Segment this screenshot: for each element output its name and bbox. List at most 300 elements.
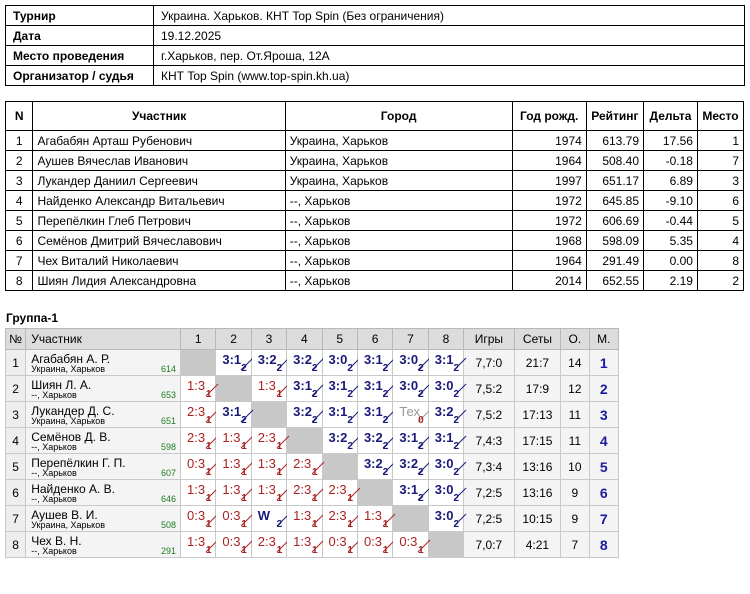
participant-rating: 508.40 (586, 151, 643, 171)
group-header-col-1: 1 (180, 329, 215, 350)
match-result-cell (180, 376, 215, 402)
group-place: 8 (589, 532, 618, 558)
match-result-cell (393, 454, 428, 480)
match-score: 1:3 (257, 378, 276, 393)
info-row (6, 46, 745, 66)
match-result-cell (393, 402, 428, 428)
match-points: 1 (241, 493, 247, 504)
group-player-city: Украина, Харьков (31, 520, 106, 530)
group-games: 7,7:0 (464, 350, 515, 376)
match-score: Тех (399, 404, 420, 419)
match-points: 1 (418, 545, 424, 556)
match-score: 3:2 (434, 404, 454, 419)
info-row (6, 66, 745, 86)
match-score: 2:3 (257, 430, 276, 445)
match-points: 1 (241, 441, 247, 452)
group-player-name: Перепёлкин Г. П. (31, 456, 126, 470)
match-result-cell (216, 350, 251, 376)
match-score: 1:3 (257, 456, 276, 471)
group-diagonal-cell (287, 428, 322, 454)
group-player-rating: 598 (160, 442, 176, 452)
match-result-cell (393, 376, 428, 402)
match-score: 3:2 (399, 456, 419, 471)
match-score: 3:1 (399, 430, 419, 445)
match-points: 1 (205, 389, 212, 400)
match-points: 2 (347, 363, 353, 374)
match-score: 1:3 (293, 534, 312, 549)
match-score: 1:3 (222, 482, 241, 497)
match-score: 3:0 (399, 378, 419, 393)
match-score: 0:3 (222, 534, 241, 549)
match-points: 2 (241, 415, 247, 426)
match-score: 1:3 (257, 482, 276, 497)
match-points: 2 (276, 363, 283, 374)
match-score: 3:0 (434, 482, 454, 497)
group-place: 6 (589, 480, 618, 506)
participant-row (6, 251, 744, 271)
match-points: 1 (382, 519, 389, 530)
participant-place: 7 (697, 151, 743, 171)
group-player-cell (26, 506, 181, 532)
group-place: 4 (589, 428, 618, 454)
match-score: 3:2 (363, 456, 383, 471)
participant-place: 5 (697, 211, 743, 231)
match-points: 2 (311, 363, 318, 374)
group-title: Группа-1 (6, 311, 59, 325)
match-result-cell (216, 428, 251, 454)
match-score: 0:3 (186, 456, 206, 471)
match-result-cell (357, 532, 392, 558)
match-score: 3:1 (328, 404, 348, 419)
group-place: 5 (589, 454, 618, 480)
group-player-rating: 291 (160, 546, 176, 556)
group-place: 2 (589, 376, 618, 402)
match-result-cell (357, 454, 392, 480)
match-score: 1:3 (222, 456, 241, 471)
participant-n: 1 (6, 131, 33, 151)
match-score: 2:3 (293, 482, 312, 497)
participant-row (6, 211, 744, 231)
participant-year: 1974 (512, 131, 586, 151)
match-result-cell (251, 376, 286, 402)
group-row-number: 4 (6, 428, 26, 454)
match-score: 2:3 (257, 534, 276, 549)
group-diagonal-cell (322, 454, 357, 480)
match-result-cell (393, 480, 428, 506)
participant-name: Лукандер Даниил Сергеевич (33, 171, 285, 191)
match-result-cell (322, 350, 357, 376)
match-points: 2 (382, 467, 389, 478)
group-results-table (5, 328, 619, 558)
header-place: Место (697, 102, 743, 131)
match-points: 1 (276, 389, 283, 400)
match-result-cell (216, 402, 251, 428)
match-points: 2 (311, 415, 318, 426)
match-points: 2 (382, 363, 389, 374)
match-result-cell (287, 506, 322, 532)
match-points: 1 (311, 467, 318, 478)
group-header-points: О. (561, 329, 589, 350)
participant-n: 2 (6, 151, 33, 171)
match-score: 3:0 (399, 352, 419, 367)
match-result-cell (428, 428, 463, 454)
match-points: 2 (311, 389, 318, 400)
match-result-cell (322, 506, 357, 532)
participant-city: --, Харьков (285, 211, 512, 231)
group-row (6, 506, 619, 532)
match-points: 2 (453, 467, 460, 478)
group-header-row (6, 329, 619, 350)
match-result-cell (357, 402, 392, 428)
participant-row (6, 151, 744, 171)
participant-city: Украина, Харьков (285, 171, 512, 191)
match-result-cell (251, 506, 286, 532)
group-header-place: М. (589, 329, 618, 350)
group-diagonal-cell (216, 376, 251, 402)
group-player-city: --, Харьков (31, 494, 77, 504)
group-player-rating: 614 (160, 364, 176, 374)
participant-rating: 645.85 (586, 191, 643, 211)
participant-delta: -0.44 (644, 211, 698, 231)
group-games: 7,3:4 (464, 454, 515, 480)
match-score: 3:1 (328, 378, 348, 393)
group-player-cell (26, 428, 181, 454)
participant-place: 1 (697, 131, 743, 151)
info-row (6, 6, 745, 26)
match-result-cell (287, 376, 322, 402)
group-player-name: Аушев В. И. (31, 508, 98, 522)
group-place: 1 (589, 350, 618, 376)
match-result-cell (251, 350, 286, 376)
match-score: 2:3 (328, 508, 347, 523)
match-score: 3:1 (399, 482, 419, 497)
match-points: 2 (453, 493, 460, 504)
match-score: 1:3 (186, 534, 206, 549)
match-result-cell (322, 480, 357, 506)
group-place: 3 (589, 402, 618, 428)
match-score: 3:0 (328, 352, 348, 367)
match-score: 3:0 (434, 508, 454, 523)
participant-name: Чех Виталий Николаевич (33, 251, 285, 271)
participant-place: 4 (697, 231, 743, 251)
group-player-cell (26, 376, 181, 402)
group-sets: 21:7 (514, 350, 561, 376)
participant-year: 1972 (512, 191, 586, 211)
match-result-cell (393, 428, 428, 454)
match-points: 2 (418, 493, 424, 504)
group-player-rating: 607 (160, 468, 176, 478)
match-score: 3:1 (222, 352, 242, 367)
match-points: 1 (205, 415, 212, 426)
participant-row (6, 271, 744, 291)
match-result-cell (357, 350, 392, 376)
participants-table (5, 101, 744, 291)
group-row-number: 7 (6, 506, 26, 532)
match-score: 2:3 (186, 404, 206, 419)
participant-place: 2 (697, 271, 743, 291)
match-result-cell (428, 402, 463, 428)
participant-n: 3 (6, 171, 33, 191)
group-row (6, 350, 619, 376)
match-result-cell (287, 402, 322, 428)
participant-place: 8 (697, 251, 743, 271)
match-points: 1 (205, 493, 212, 504)
group-sets: 4:21 (514, 532, 561, 558)
group-points: 11 (561, 428, 589, 454)
group-player-name: Найденко А. В. (31, 482, 115, 496)
match-points: 1 (205, 519, 212, 530)
info-label: Место проведения (6, 46, 154, 66)
group-header-player: Участник (26, 329, 181, 350)
participant-city: Украина, Харьков (285, 151, 512, 171)
participant-rating: 613.79 (586, 131, 643, 151)
match-score: 1:3 (186, 482, 206, 497)
match-points: 1 (382, 545, 389, 556)
match-score: 0:3 (363, 534, 383, 549)
group-sets: 17:9 (514, 376, 561, 402)
match-points: 1 (205, 467, 212, 478)
match-result-cell (180, 506, 215, 532)
match-points: 2 (418, 467, 424, 478)
group-player-rating: 651 (160, 416, 176, 426)
match-score: 1:3 (186, 378, 206, 393)
group-sets: 13:16 (514, 480, 561, 506)
match-points: 1 (205, 441, 212, 452)
match-result-cell (287, 480, 322, 506)
participant-row (6, 171, 744, 191)
group-player-cell (26, 454, 181, 480)
header-n: N (6, 102, 33, 131)
participant-place: 3 (697, 171, 743, 191)
match-result-cell (216, 454, 251, 480)
match-score: 0:3 (186, 508, 206, 523)
group-points: 9 (561, 480, 589, 506)
match-points: 2 (382, 415, 389, 426)
match-points: 2 (418, 363, 424, 374)
match-score: 3:1 (363, 404, 383, 419)
group-row-number: 3 (6, 402, 26, 428)
match-score: 3:1 (363, 378, 383, 393)
match-score: 2:3 (328, 482, 347, 497)
match-points: 1 (347, 519, 353, 530)
group-header-games: Игры (464, 329, 515, 350)
match-score: 3:2 (328, 430, 348, 445)
participant-n: 5 (6, 211, 33, 231)
participant-name: Аушев Вячеслав Иванович (33, 151, 285, 171)
group-diagonal-cell (180, 350, 215, 376)
participant-row (6, 191, 744, 211)
match-points: 2 (347, 415, 353, 426)
match-score: 2:3 (293, 456, 312, 471)
group-player-cell (26, 350, 181, 376)
header-year: Год рожд. (512, 102, 586, 131)
participant-rating: 606.69 (586, 211, 643, 231)
match-result-cell (180, 454, 215, 480)
group-sets: 17:15 (514, 428, 561, 454)
match-score: 3:2 (293, 404, 312, 419)
info-value: КНТ Top Spin (www.top-spin.kh.ua) (154, 66, 745, 86)
match-result-cell (357, 428, 392, 454)
participant-city: --, Харьков (285, 231, 512, 251)
match-points: 2 (453, 389, 460, 400)
participant-name: Найденко Александр Витальевич (33, 191, 285, 211)
match-result-cell (357, 506, 392, 532)
group-sets: 17:13 (514, 402, 561, 428)
group-header-col-5: 5 (322, 329, 357, 350)
group-header-col-2: 2 (216, 329, 251, 350)
group-place: 7 (589, 506, 618, 532)
group-row (6, 480, 619, 506)
group-games: 7,2:5 (464, 480, 515, 506)
match-points: 2 (453, 441, 460, 452)
group-player-name: Шиян Л. А. (31, 378, 92, 392)
match-score: 3:1 (363, 352, 383, 367)
match-points: 2 (276, 519, 283, 530)
participant-delta: -9.10 (644, 191, 698, 211)
info-row (6, 26, 745, 46)
group-row-number: 5 (6, 454, 26, 480)
match-score: 3:2 (363, 430, 383, 445)
match-points: 2 (382, 389, 389, 400)
group-header-col-6: 6 (357, 329, 392, 350)
participant-delta: 6.89 (644, 171, 698, 191)
group-row (6, 376, 619, 402)
group-player-name: Агабабян А. Р. (31, 352, 111, 366)
participant-n: 6 (6, 231, 33, 251)
group-player-city: --, Харьков (31, 390, 77, 400)
participant-place: 6 (697, 191, 743, 211)
info-label: Организатор / судья (6, 66, 154, 86)
participant-city: Украина, Харьков (285, 131, 512, 151)
group-points: 11 (561, 402, 589, 428)
participant-name: Шиян Лидия Александровна (33, 271, 285, 291)
group-games: 7,0:7 (464, 532, 515, 558)
info-value: г.Харьков, пер. От.Яроша, 12А (154, 46, 745, 66)
participant-delta: 0.00 (644, 251, 698, 271)
participant-rating: 652.55 (586, 271, 643, 291)
group-points: 14 (561, 350, 589, 376)
participant-row (6, 131, 744, 151)
match-result-cell (216, 480, 251, 506)
match-result-cell (251, 454, 286, 480)
match-points: 1 (311, 545, 318, 556)
participant-row (6, 231, 744, 251)
group-player-cell (26, 532, 181, 558)
match-points: 1 (347, 493, 353, 504)
info-value: Украина. Харьков. КНТ Top Spin (Без ограничения) (154, 6, 745, 26)
match-result-cell (357, 376, 392, 402)
match-score: 1:3 (222, 430, 241, 445)
match-points: 1 (276, 441, 283, 452)
match-result-cell (322, 532, 357, 558)
group-header-n: № (6, 329, 26, 350)
participant-year: 2014 (512, 271, 586, 291)
participant-city: --, Харьков (285, 271, 512, 291)
match-result-cell (322, 402, 357, 428)
participant-rating: 598.09 (586, 231, 643, 251)
group-header-col-7: 7 (393, 329, 428, 350)
group-player-cell (26, 402, 181, 428)
match-result-cell (251, 532, 286, 558)
match-result-cell (287, 350, 322, 376)
group-player-city: --, Харьков (31, 442, 77, 452)
group-games: 7,4:3 (464, 428, 515, 454)
group-sets: 13:16 (514, 454, 561, 480)
group-player-city: --, Харьков (31, 546, 77, 556)
group-player-rating: 653 (160, 390, 176, 400)
group-header-col-3: 3 (251, 329, 286, 350)
match-points: 2 (418, 441, 424, 452)
match-points: 1 (205, 545, 212, 556)
match-score: 3:2 (293, 352, 312, 367)
participant-delta: -0.18 (644, 151, 698, 171)
match-result-cell (428, 350, 463, 376)
match-result-cell (428, 376, 463, 402)
match-result-cell (180, 480, 215, 506)
match-points: 2 (241, 363, 247, 374)
group-points: 12 (561, 376, 589, 402)
match-score: 0:3 (222, 508, 241, 523)
group-row (6, 402, 619, 428)
match-result-cell (180, 402, 215, 428)
group-header-sets: Сеты (514, 329, 561, 350)
group-games: 7,2:5 (464, 506, 515, 532)
match-points: 1 (347, 545, 353, 556)
participant-name: Агабабян Арташ Рубенович (33, 131, 285, 151)
group-player-name: Лукандер Д. С. (31, 404, 115, 418)
match-points: 2 (347, 389, 353, 400)
match-score: W (257, 508, 271, 523)
match-points: 2 (382, 441, 389, 452)
match-points: 2 (418, 389, 424, 400)
match-result-cell (216, 532, 251, 558)
participant-year: 1968 (512, 231, 586, 251)
match-score: 1:3 (363, 508, 383, 523)
match-score: 3:1 (434, 352, 454, 367)
group-diagonal-cell (251, 402, 286, 428)
group-player-city: --, Харьков (31, 468, 77, 478)
participant-delta: 2.19 (644, 271, 698, 291)
match-result-cell (216, 506, 251, 532)
group-row-number: 1 (6, 350, 26, 376)
header-name: Участник (33, 102, 285, 131)
participant-year: 1972 (512, 211, 586, 231)
participant-name: Перепёлкин Глеб Петрович (33, 211, 285, 231)
match-points: 1 (241, 467, 247, 478)
match-points: 2 (453, 415, 460, 426)
group-header-col-8: 8 (428, 329, 463, 350)
match-result-cell (393, 532, 428, 558)
match-score: 1:3 (293, 508, 312, 523)
match-points: 2 (453, 519, 460, 530)
match-result-cell (428, 506, 463, 532)
match-points: 1 (241, 545, 247, 556)
match-result-cell (180, 532, 215, 558)
group-player-city: Украина, Харьков (31, 364, 106, 374)
group-games: 7,5:2 (464, 402, 515, 428)
info-label: Турнир (6, 6, 154, 26)
match-points: 0 (418, 415, 424, 426)
participant-rating: 651.17 (586, 171, 643, 191)
group-row (6, 428, 619, 454)
match-result-cell (287, 454, 322, 480)
group-player-name: Семёнов Д. В. (31, 430, 111, 444)
group-player-rating: 508 (160, 520, 176, 530)
group-diagonal-cell (357, 480, 392, 506)
group-points: 7 (561, 532, 589, 558)
match-score: 2:3 (186, 430, 206, 445)
match-points: 1 (276, 545, 283, 556)
